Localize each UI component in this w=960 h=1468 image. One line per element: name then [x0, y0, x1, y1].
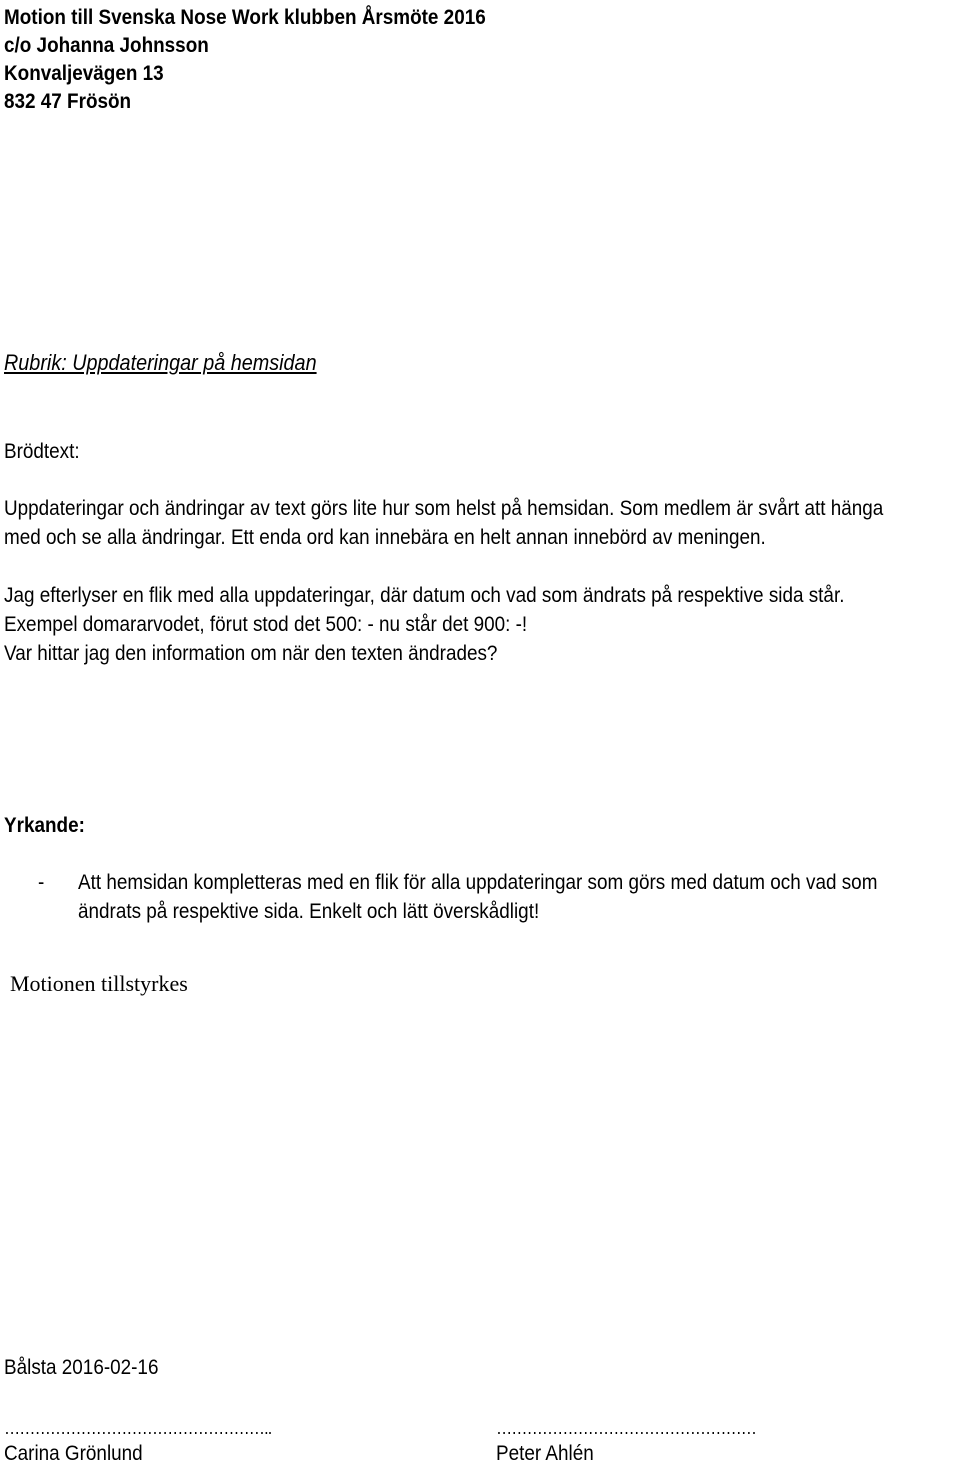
header-care-of: c/o Johanna Johnsson: [4, 34, 209, 57]
yrkande-line: Att hemsidan kompletteras med en flik för alla uppdateringar som görs med datum och vad som: [78, 871, 878, 894]
brodtext-line: Uppdateringar och ändringar av text görs lite hur som helst på hemsidan. Som medlem är svårt att hänga: [4, 497, 884, 520]
yrkande-line: ändrats på respektive sida. Enkelt och lätt överskådligt!: [78, 900, 540, 923]
signature-name-right: Peter Ahlén: [496, 1442, 594, 1465]
signature-name-left: Carina Grönlund: [4, 1442, 143, 1465]
header-postal: 832 47 Frösön: [4, 90, 132, 113]
verdict-text: Motionen tillstyrkes: [10, 971, 188, 996]
brodtext-line: Var hittar jag den information om när den texten ändrades?: [4, 642, 498, 665]
brodtext-line: Exempel domararvodet, förut stod det 500: - nu står det 900: -!: [4, 613, 528, 636]
brodtext-label: Brödtext:: [4, 440, 80, 463]
yrkande-bullet: -: [38, 871, 45, 894]
signature-line-left: ……………………………………………..: [4, 1418, 272, 1438]
brodtext-line: med och se alla ändringar. Ett enda ord kan innebära en helt annan innebörd av meningen.: [4, 526, 766, 549]
signature-line-right: ……………………………………………: [496, 1418, 757, 1438]
brodtext-line: Jag efterlyser en flik med alla uppdateringar, där datum och vad som ändrats på respektive sida står.: [4, 584, 845, 607]
header-street: Konvaljevägen 13: [4, 62, 164, 85]
place-date: Bålsta 2016-02-16: [4, 1356, 159, 1379]
header-title: Motion till Svenska Nose Work klubben Årsmöte 2016: [4, 6, 486, 29]
yrkande-label: Yrkande:: [4, 814, 85, 837]
rubrik-heading: Rubrik: Uppdateringar på hemsidan: [4, 350, 317, 375]
